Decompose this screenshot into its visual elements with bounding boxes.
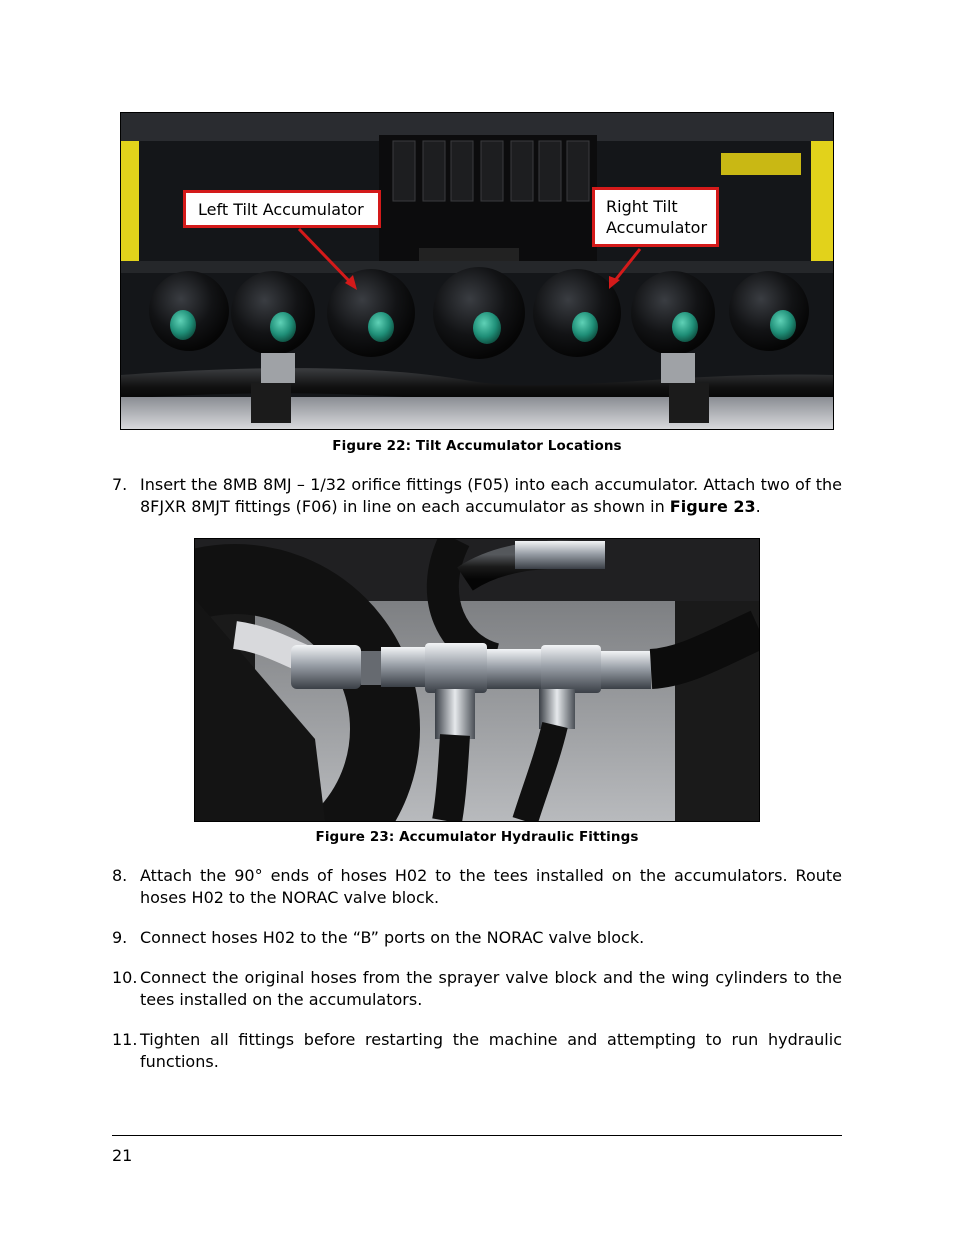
figure-23-reference: Figure 23 — [669, 497, 756, 516]
step-number: 7. — [112, 475, 128, 494]
step-text: Attach the 90° ends of hoses H02 to the tees installed on the accumulators. Route hoses H02 to the NORAC valve block. — [140, 866, 842, 907]
step-11 — [112, 1029, 842, 1073]
figure-23-caption: Figure 23: Accumulator Hydraulic Fittings — [315, 829, 639, 845]
step-8 — [112, 865, 842, 909]
step-7-period: . — [755, 497, 761, 516]
callout-label-left: Left Tilt Accumulator — [198, 200, 364, 219]
step-text: Connect the original hoses from the sprayer valve block and the wing cylinders to the tees installed on the accumulators. — [140, 968, 842, 1009]
figure-22-caption: Figure 22: Tilt Accumulator Locations — [332, 438, 622, 454]
step-number: 11. — [112, 1030, 138, 1049]
step-text — [140, 474, 842, 518]
step-7-text: Insert the 8MB 8MJ – 1/32 orifice fittings (F05) into each accumulator. Attach two of the 8FJXR 8MJT fittings (F06) in line on each accumulator as shown in — [140, 475, 842, 516]
footer-divider — [112, 1135, 842, 1136]
figure-23-photo — [194, 538, 760, 822]
page-number: 21 — [112, 1146, 133, 1165]
step-number: 10. — [112, 968, 138, 987]
figure-22-photo — [120, 112, 834, 430]
step-text: Tighten all fittings before restarting the machine and attempting to run hydraulic functions. — [140, 1030, 842, 1071]
step-9 — [112, 927, 842, 949]
step-text: Connect hoses H02 to the “B” ports on the NORAC valve block. — [140, 928, 645, 947]
right-tilt-accumulator-callout — [592, 187, 719, 247]
hydraulic-fittings-photo-illustration — [195, 539, 759, 821]
step-10 — [112, 967, 842, 1011]
step-number: 8. — [112, 866, 128, 885]
accumulator-photo-illustration — [121, 113, 833, 429]
step-7 — [112, 474, 842, 518]
callout-label-right-line1: Right Tilt — [606, 197, 678, 216]
step-number: 9. — [112, 928, 128, 947]
left-tilt-accumulator-callout — [183, 190, 381, 228]
callout-label-right-line2: Accumulator — [606, 218, 708, 237]
